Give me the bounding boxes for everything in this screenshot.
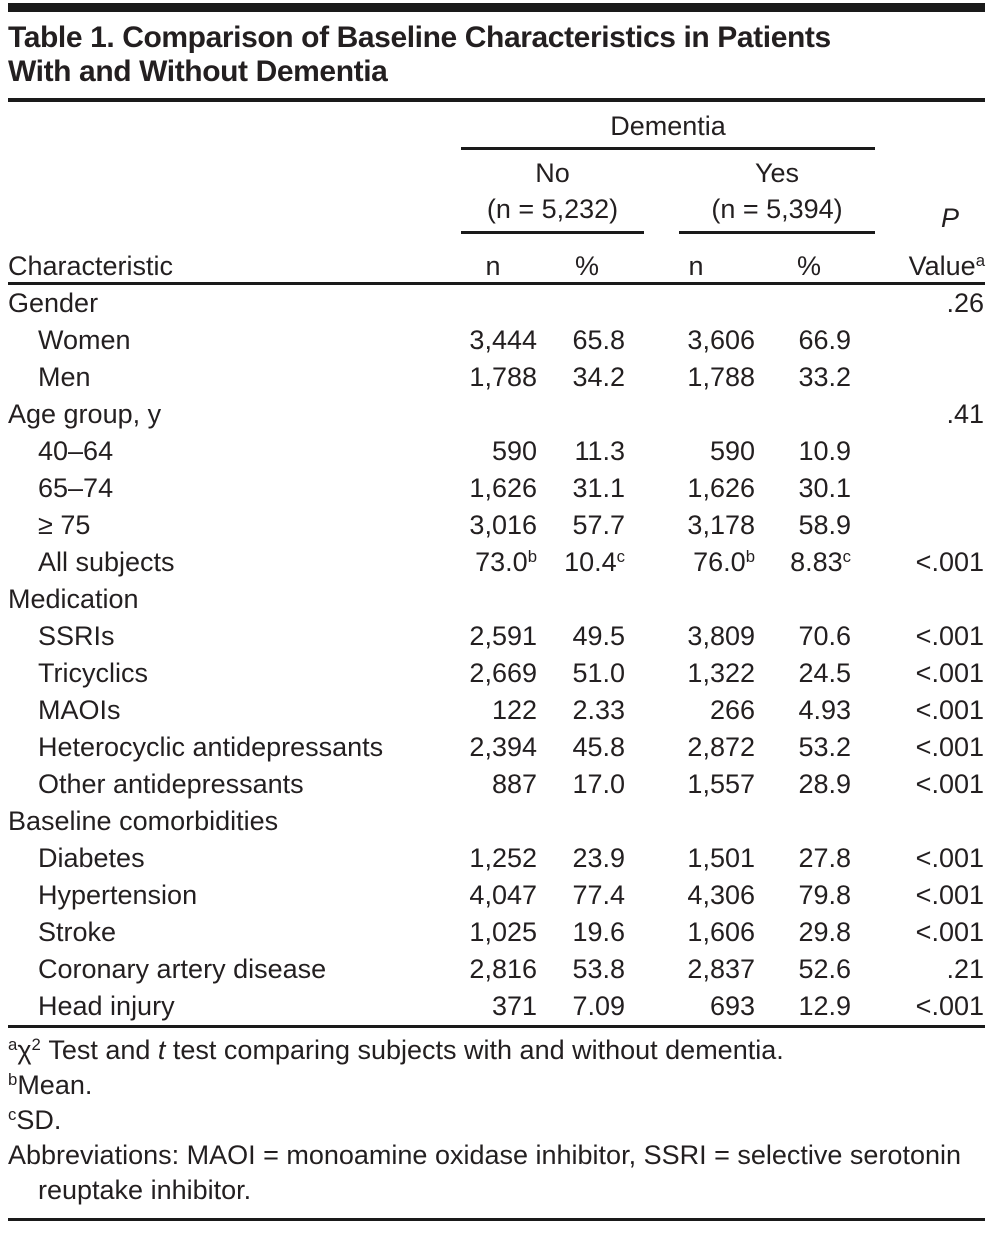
data-cell: 266 xyxy=(709,695,755,725)
data-cell: 8.83$^c$ xyxy=(790,546,851,577)
data-cell: 2,394 xyxy=(469,732,537,762)
footnote: $^a\chi^2$ Test and t test comparing subjects with and without dementia. xyxy=(8,1034,784,1065)
no-pct-column-header: % xyxy=(543,234,631,284)
data-cell: 19.6 xyxy=(572,917,625,947)
footnote-marker: b xyxy=(745,546,755,566)
yes-group-label: Yes xyxy=(754,158,800,188)
data-cell: 52.6 xyxy=(798,954,851,984)
yes-group-count: (n = 5,394) xyxy=(711,194,843,224)
data-cell: 2.33 xyxy=(572,695,625,725)
table-row xyxy=(8,544,985,581)
data-cell: 65.8 xyxy=(572,325,625,355)
footnote: Abbreviations: MAOI = monoamine oxidase inhibitor, SSRI = selective serotonin reuptake inhibitor. xyxy=(8,1140,961,1205)
italic-text: t xyxy=(157,1035,166,1065)
table-row xyxy=(8,692,985,729)
row-label: Coronary artery disease xyxy=(38,954,327,984)
data-cell xyxy=(857,322,985,359)
data-cell xyxy=(631,581,761,618)
section-row xyxy=(8,396,985,433)
data-cell xyxy=(543,396,631,433)
data-cell: 58.9 xyxy=(798,510,851,540)
row-label: MAOIs xyxy=(38,695,121,725)
data-cell: 1,788 xyxy=(687,362,755,392)
data-cell: <.001 xyxy=(915,658,984,688)
data-cell xyxy=(543,284,631,323)
data-cell: 27.8 xyxy=(798,843,851,873)
data-cell xyxy=(857,581,985,618)
data-cell: 371 xyxy=(491,991,537,1021)
data-cell xyxy=(761,284,857,323)
data-cell: 4.93 xyxy=(798,695,851,725)
row-label: Baseline comorbidities xyxy=(8,806,279,836)
data-cell xyxy=(631,803,761,840)
data-cell xyxy=(443,581,543,618)
table-row xyxy=(8,507,985,544)
table-row xyxy=(8,729,985,766)
data-cell: 53.2 xyxy=(798,732,851,762)
data-cell: 28.9 xyxy=(798,769,851,799)
data-cell: 53.8 xyxy=(572,954,625,984)
data-cell xyxy=(857,803,985,840)
data-cell: .26 xyxy=(946,288,984,318)
data-cell: 17.0 xyxy=(572,769,625,799)
row-label: SSRIs xyxy=(38,621,115,651)
header-spacer xyxy=(8,150,443,234)
table-row xyxy=(8,433,985,470)
table-figure xyxy=(0,3,993,1221)
p-value-column-header xyxy=(857,234,985,284)
data-cell: 12.9 xyxy=(798,991,851,1021)
p-column-header xyxy=(857,150,985,234)
row-label: Age group, y xyxy=(8,399,162,429)
data-cell: 1,606 xyxy=(687,917,755,947)
data-cell: 2,816 xyxy=(469,954,537,984)
data-cell: <.001 xyxy=(915,695,984,725)
data-cell: 73.0$^b$ xyxy=(475,546,537,577)
data-cell: 3,809 xyxy=(687,621,755,651)
data-cell: 1,557 xyxy=(687,769,755,799)
no-group-count: (n = 5,232) xyxy=(486,194,619,224)
row-label: Hypertension xyxy=(38,880,198,910)
row-label: Head injury xyxy=(38,991,175,1021)
data-cell: 590 xyxy=(709,436,755,466)
table-row xyxy=(8,988,985,1027)
data-cell: 2,872 xyxy=(687,732,755,762)
data-cell: 1,501 xyxy=(687,843,755,873)
data-cell xyxy=(761,396,857,433)
footnote: $^c$SD. xyxy=(8,1104,62,1135)
data-cell xyxy=(857,433,985,470)
table-title-line1: Table 1. Comparison of Baseline Characteristics in Patients xyxy=(8,21,831,54)
data-cell: 49.5 xyxy=(572,621,625,651)
data-cell: 1,626 xyxy=(469,473,537,503)
data-cell: 79.8 xyxy=(798,880,851,910)
data-cell: 10.4$^c$ xyxy=(564,546,625,577)
data-cell: 4,306 xyxy=(687,880,755,910)
table-body xyxy=(8,284,985,1027)
data-cell: <.001 xyxy=(915,917,984,947)
no-group-label: No xyxy=(535,158,570,188)
data-cell xyxy=(543,581,631,618)
data-cell: 2,837 xyxy=(687,954,755,984)
data-cell: 1,252 xyxy=(469,843,537,873)
data-cell: 57.7 xyxy=(572,510,625,540)
no-group-header-cell xyxy=(443,150,631,234)
p-value-footnote-marker: a xyxy=(975,250,985,270)
table-row xyxy=(8,359,985,396)
footnote-marker: c xyxy=(616,546,625,566)
no-n-column-header: n xyxy=(443,234,543,284)
data-cell: 31.1 xyxy=(572,473,625,503)
data-cell: 3,016 xyxy=(469,510,537,540)
data-cell xyxy=(443,803,543,840)
table-title-line2: With and Without Dementia xyxy=(8,55,388,88)
header-spacer xyxy=(8,102,443,150)
row-label: All subjects xyxy=(38,547,175,577)
row-label: Other antidepressants xyxy=(38,769,304,799)
row-label: Heterocyclic antidepressants xyxy=(38,732,384,762)
data-cell: 29.8 xyxy=(798,917,851,947)
data-cell: 30.1 xyxy=(798,473,851,503)
no-group-header xyxy=(461,155,644,234)
table-title xyxy=(8,21,985,89)
data-cell xyxy=(761,581,857,618)
data-cell: 34.2 xyxy=(572,362,625,392)
row-label: 40–64 xyxy=(38,436,114,466)
table-row xyxy=(8,914,985,951)
table-row xyxy=(8,322,985,359)
data-cell: 51.0 xyxy=(572,658,625,688)
data-cell: 590 xyxy=(491,436,537,466)
data-cell: 76.0$^b$ xyxy=(693,546,755,577)
data-cell xyxy=(857,359,985,396)
data-cell: 887 xyxy=(491,769,537,799)
header-row-group xyxy=(8,102,985,150)
data-cell: 3,444 xyxy=(469,325,537,355)
data-cell: .41 xyxy=(946,399,984,429)
data-cell xyxy=(443,396,543,433)
data-cell xyxy=(631,284,761,323)
data-cell: 77.4 xyxy=(572,880,625,910)
footnote: $^b$Mean. xyxy=(8,1069,93,1100)
data-cell: 1,322 xyxy=(687,658,755,688)
data-cell: <.001 xyxy=(915,547,984,577)
data-cell: 23.9 xyxy=(572,843,625,873)
p-value-label: Value xyxy=(908,251,976,281)
table-row xyxy=(8,951,985,988)
table-footnotes xyxy=(8,1033,985,1221)
header-row-subgroups xyxy=(8,150,985,234)
row-label: Medication xyxy=(8,584,139,614)
footnote-marker: b xyxy=(8,1069,18,1089)
data-cell: 4,047 xyxy=(469,880,537,910)
row-label: Men xyxy=(38,362,91,392)
data-cell: 33.2 xyxy=(798,362,851,392)
data-cell: 693 xyxy=(709,991,755,1021)
data-cell: 1,025 xyxy=(469,917,537,947)
footnote-marker: a xyxy=(8,1034,18,1054)
table-row xyxy=(8,470,985,507)
data-cell: <.001 xyxy=(915,880,984,910)
section-row xyxy=(8,581,985,618)
table-row xyxy=(8,618,985,655)
data-cell xyxy=(857,470,985,507)
header-row-columns xyxy=(8,234,985,284)
data-cell xyxy=(443,284,543,323)
data-cell xyxy=(761,803,857,840)
data-cell: .21 xyxy=(946,954,984,984)
data-cell: 1,788 xyxy=(469,362,537,392)
row-label: Women xyxy=(38,325,131,355)
data-cell: 70.6 xyxy=(798,621,851,651)
data-cell xyxy=(857,507,985,544)
data-cell: <.001 xyxy=(915,732,984,762)
yes-group-header-cell xyxy=(631,150,857,234)
footnote-marker: c xyxy=(8,1104,17,1124)
row-label: Gender xyxy=(8,288,99,318)
section-row xyxy=(8,803,985,840)
p-label: P xyxy=(940,203,959,233)
row-label: Diabetes xyxy=(38,843,145,873)
table-row xyxy=(8,840,985,877)
row-label: ≥ 75 xyxy=(38,510,91,540)
data-cell: 122 xyxy=(491,695,537,725)
footnote-marker: b xyxy=(527,546,537,566)
dementia-group-header-cell xyxy=(443,102,857,150)
baseline-characteristics-table xyxy=(8,102,985,1028)
data-cell: 10.9 xyxy=(798,436,851,466)
data-cell: 7.09 xyxy=(572,991,625,1021)
data-cell: 24.5 xyxy=(798,658,851,688)
data-cell xyxy=(543,803,631,840)
row-label: Stroke xyxy=(38,917,117,947)
data-cell: 66.9 xyxy=(798,325,851,355)
data-cell: 2,669 xyxy=(469,658,537,688)
footnote-marker: c xyxy=(842,546,851,566)
data-cell: <.001 xyxy=(915,769,984,799)
data-cell: 3,606 xyxy=(687,325,755,355)
table-row xyxy=(8,766,985,803)
dementia-group-label: Dementia xyxy=(610,111,726,141)
yes-n-column-header: n xyxy=(631,234,761,284)
row-label: Tricyclics xyxy=(38,658,148,688)
data-cell: 1,626 xyxy=(687,473,755,503)
characteristic-column-header: Characteristic xyxy=(8,234,443,284)
footnote-marker: 2 xyxy=(31,1034,41,1054)
section-row xyxy=(8,284,985,323)
data-cell: <.001 xyxy=(915,621,984,651)
table-row xyxy=(8,877,985,914)
row-label: 65–74 xyxy=(38,473,114,503)
data-cell: 45.8 xyxy=(572,732,625,762)
dementia-group-header xyxy=(461,111,875,150)
data-cell: 2,591 xyxy=(469,621,537,651)
yes-pct-column-header: % xyxy=(761,234,857,284)
header-spacer xyxy=(857,102,985,150)
top-border-bar xyxy=(8,3,985,12)
data-cell xyxy=(631,396,761,433)
table-row xyxy=(8,655,985,692)
data-cell: <.001 xyxy=(915,843,984,873)
data-cell: <.001 xyxy=(915,991,984,1021)
yes-group-header xyxy=(679,155,875,234)
data-cell: 3,178 xyxy=(687,510,755,540)
data-cell: 11.3 xyxy=(574,436,625,466)
